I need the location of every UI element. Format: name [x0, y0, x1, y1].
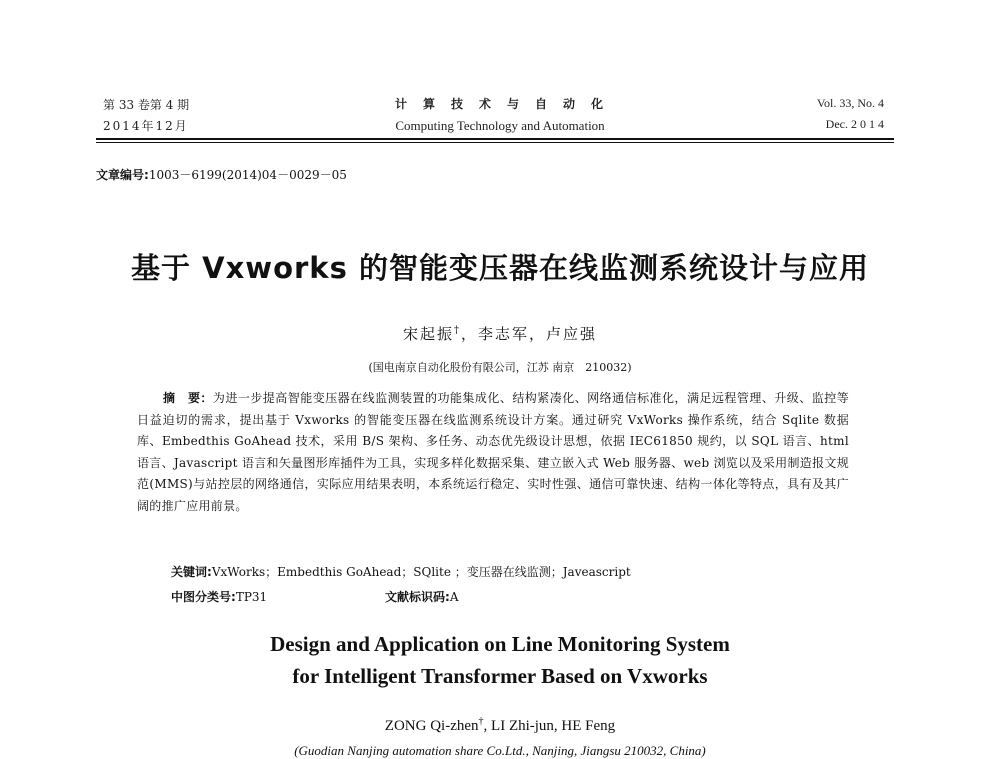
doc-code-label: 文献标识码: — [385, 590, 450, 604]
header-date-cn: 2014年12月 — [103, 119, 189, 133]
header-date-en: Dec. 2 0 1 4 — [825, 117, 884, 131]
clc-value: TP31 — [235, 590, 268, 604]
paper-title-en-line2: for Intelligent Transformer Based on Vxworks — [292, 664, 708, 688]
abstract — [137, 388, 849, 517]
keywords — [171, 563, 631, 580]
header-journal-cn: 计 算 技 术 与 自 动 化 — [394, 97, 605, 111]
keywords-label: 关键词: — [171, 565, 212, 579]
article-number — [96, 166, 347, 183]
keywords-value: VxWorks；Embedthis GoAhead；SQlite ；变压器在线监测；Javeascript — [211, 565, 631, 579]
article-number-value: 1003－6199(2014)04－0029－05 — [148, 168, 347, 182]
document-code — [385, 588, 458, 605]
author-zong-cn: 宋起振 — [402, 325, 454, 343]
abstract-label: 摘 要： — [163, 391, 213, 405]
authors-cn — [0, 323, 1000, 344]
clc-number — [171, 588, 267, 605]
affiliation-en: (Guodian Nanjing automation share Co.Ltd., Nanjing, Jiangsu 210032, China) — [294, 743, 706, 758]
author-zong-en: ZONG Qi-zhen — [384, 718, 479, 734]
corresponding-author-mark: † — [454, 325, 461, 336]
header-volume-cn: 第 33 卷第 4 期 — [103, 98, 190, 112]
article-number-label: 文章编号: — [96, 168, 149, 182]
affiliation-cn: (国电南京自动化股份有限公司，江苏 南京 210032) — [368, 361, 632, 374]
header-rule-thin — [96, 142, 894, 143]
paper-title-en-line1: Design and Application on Line Monitoring System — [270, 632, 730, 656]
abstract-text: 为进一步提高智能变压器在线监测装置的功能集成化、结构紧凑化、网络通信标准化，满足远程管理、升级、监控等日益迫切的需求，提出基于 Vxworks 的智能变压器在线监测系统设计方案。通过研究 VxWorks 操作系统，结合 Sqlite 数据库、Embedthis GoAhead 技术，采用 B/S 架构、多任务、动态优先级设计思想，依据 IEC61850 规约，以 SQL 语言、html 语言、Javascript 语言和矢量图形库插件为工具，实现多样化数据采集、建立嵌入式 Web 服务器、web 浏览以及采用制造报文规范(MMS)与站控层的网络通信，实际应用结果表明，本系统运行稳定、实时性强、通信可靠快速、结构一体化等特点，具有及其广阔的推广应用前景。 — [137, 391, 849, 513]
authors-cn-rest: ，李志军，卢应强 — [461, 325, 598, 343]
paper-title-cn: 基于 Vxworks 的智能变压器在线监测系统设计与应用 — [131, 251, 869, 285]
doc-code-value: A — [449, 590, 459, 604]
clc-label: 中图分类号: — [171, 590, 236, 604]
authors-en-rest: , LI Zhi-jun, HE Feng — [483, 718, 616, 734]
header-volume-en: Vol. 33, No. 4 — [816, 96, 884, 110]
corresponding-author-mark-en: † — [478, 716, 484, 727]
authors-en — [0, 716, 1000, 735]
header-rule-thick — [96, 138, 894, 140]
header-journal-en: Computing Technology and Automation — [395, 118, 605, 133]
